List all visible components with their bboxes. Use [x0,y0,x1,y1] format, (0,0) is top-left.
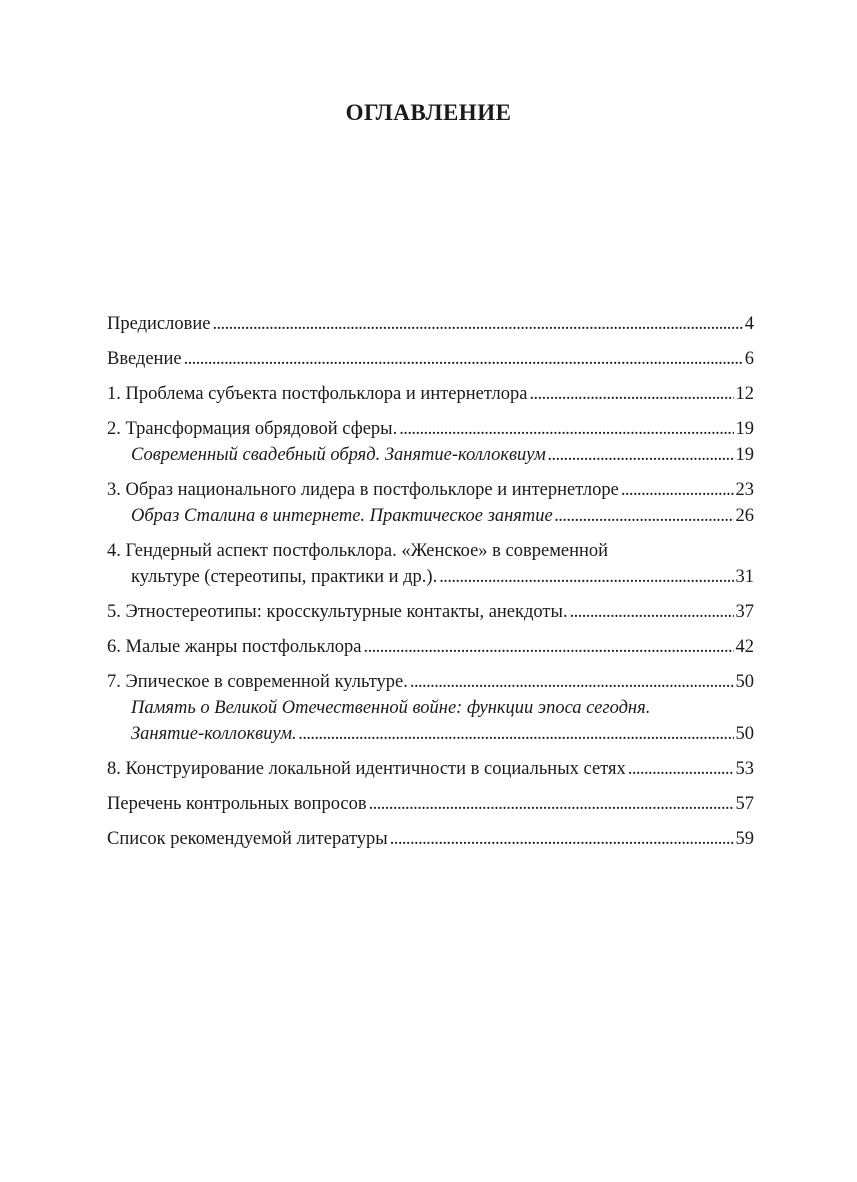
dot-leader [555,503,734,529]
toc-entry-text: 6. Малые жанры постфольклора [107,637,362,657]
dot-leader [529,381,733,407]
dot-leader [621,477,734,503]
toc-entry-intro [107,346,754,372]
toc-subentry [107,442,754,468]
toc-page-number: 42 [735,637,754,657]
toc-entry-chapter-1 [107,381,754,407]
toc-entry-chapter-5 [107,599,754,625]
toc-entry-text: Перечень контрольных вопросов [107,794,367,814]
toc-subentry [107,721,754,747]
toc-entry-chapter-6 [107,634,754,660]
toc-entry-questions [107,791,754,817]
toc-entry-text: 3. Образ национального лидера в постфольклоре и интернетлоре [107,480,619,500]
toc-page-number: 53 [735,759,754,779]
dot-leader [439,564,733,590]
dot-leader [410,669,734,695]
dot-leader [548,442,734,468]
toc-entry-chapter-3 [107,477,754,529]
page-title: ОГЛАВЛЕНИЕ [345,100,512,125]
toc-entry-text: 5. Этностереотипы: кросскультурные контакты, анекдоты. [107,602,568,622]
toc-entry-chapter-2 [107,416,754,468]
toc-subentry-text: Память о Великой Отечественной войне: функции эпоса сегодня. [131,698,651,718]
toc-entry-literature [107,826,754,852]
toc-page-number: 23 [735,480,754,500]
toc-page-number: 19 [735,419,754,439]
toc-subentry-text: Образ Сталина в интернете. Практическое занятие [131,506,553,526]
toc-entry-text: 8. Конструирование локальной идентичности в социальных сетях [107,759,626,779]
toc-subentry-text: Современный свадебный обряд. Занятие-коллоквиум [131,445,546,465]
toc-page-number: 50 [735,724,754,744]
toc-entry-text: 2. Трансформация обрядовой сферы. [107,419,398,439]
toc-page-number: 57 [735,794,754,814]
toc-page-number: 4 [744,314,754,334]
toc-entry-text: Предисловие [107,314,211,334]
toc-entry-chapter-8 [107,756,754,782]
table-of-contents [107,311,754,861]
toc-page-number: 50 [735,672,754,692]
toc-entry-text: Список рекомендуемой литературы [107,829,388,849]
dot-leader [184,346,743,372]
toc-entry-text: 1. Проблема субъекта постфольклора и интернетлора [107,384,528,404]
dot-leader [369,791,734,817]
toc-entry-text: Введение [107,349,182,369]
toc-entry-chapter-4 [107,538,754,590]
dot-leader [628,756,734,782]
dot-leader [390,826,734,852]
toc-entry-text: 7. Эпическое в современной культуре. [107,672,408,692]
toc-subentry-text-continued: Занятие-коллоквиум. [131,724,297,744]
toc-page-number: 59 [735,829,754,849]
toc-page-number: 6 [744,349,754,369]
toc-entry-text-continued: культуре (стереотипы, практики и др.). [131,567,438,587]
toc-page-number: 37 [735,602,754,622]
toc-subentry [107,503,754,529]
toc-page-number: 19 [735,445,754,465]
toc-entry-preface [107,311,754,337]
dot-leader [399,416,733,442]
toc-page-number: 26 [735,506,754,526]
toc-page-number: 31 [735,567,754,587]
dot-leader [364,634,734,660]
toc-page-number: 12 [735,384,754,404]
toc-entry-text: 4. Гендерный аспект постфольклора. «Женское» в современной [107,541,609,561]
dot-leader [299,721,734,747]
toc-subentry [107,695,754,721]
toc-entry-chapter-7 [107,669,754,747]
dot-leader [212,311,742,337]
dot-leader [570,599,734,625]
